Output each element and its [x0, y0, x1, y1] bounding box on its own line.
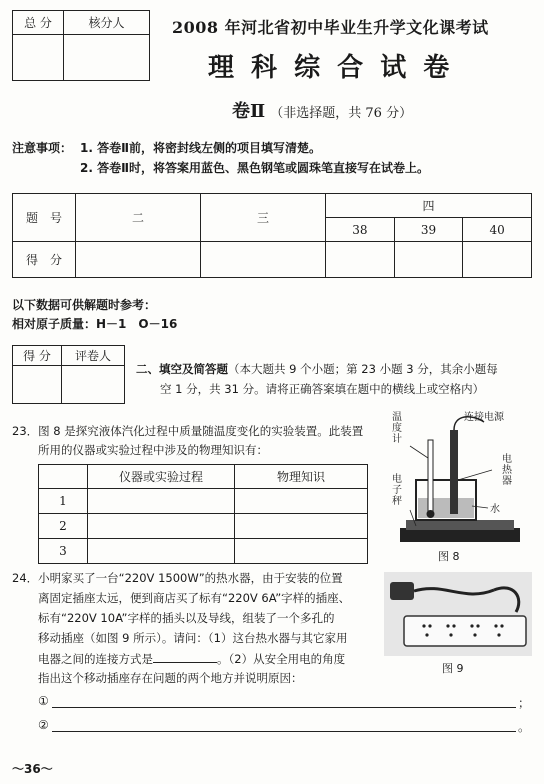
figure-9-caption: 图 9	[442, 662, 464, 675]
q23-row-number: 1	[39, 489, 88, 514]
col-q38: 38	[326, 218, 395, 242]
volume-label: 卷Ⅱ	[232, 101, 266, 122]
reference-line-1: 以下数据可供解题时参考：	[12, 298, 157, 312]
notes-item-2: 2. 答卷Ⅱ时，将答案用蓝色、黑色钢笔或圆珠笔直接写在试卷上。	[80, 161, 429, 175]
grader-box	[12, 345, 125, 404]
total-score-box	[12, 10, 150, 81]
score-cell-38[interactable]	[326, 242, 395, 278]
q24-line-6: 指出这个移动插座存在问题的两个地方并说明原因：	[38, 671, 303, 685]
col-q40: 40	[463, 218, 532, 242]
section-2-desc-1: （本大题共 9 个小题；第 23 小题 3 分，其余小题每	[228, 362, 498, 376]
reference-line-2: 相对原子质量：H－1 O－16	[12, 317, 178, 331]
notes-label: 注意事项：	[12, 141, 73, 155]
row-label-question: 题 号	[13, 194, 76, 242]
q23-row-number: 2	[39, 514, 88, 539]
volume-line	[232, 97, 412, 123]
label-power: 连接电源	[464, 412, 504, 423]
q24-answer-line-2[interactable]	[52, 731, 516, 732]
total-score-label: 总 分	[13, 11, 64, 35]
q23-answer-knowledge-3[interactable]	[235, 539, 368, 564]
q23-text-1: 23．图 8 是探究液体汽化过程中质量随温度变化的实验装置。此装置	[12, 424, 364, 438]
score-cell-3[interactable]	[201, 242, 326, 278]
score-cell-40[interactable]	[463, 242, 532, 278]
figure-8	[392, 410, 532, 563]
col-q39: 39	[394, 218, 463, 242]
row-label-score: 得 分	[13, 242, 76, 278]
figure-8-caption: 图 8	[438, 550, 460, 563]
q23-header-knowledge: 物理知识	[235, 465, 368, 489]
col-section-3: 三	[201, 194, 326, 242]
col-section-4: 四	[326, 194, 532, 218]
figure-9	[384, 572, 532, 676]
label-thermometer: 温度计	[392, 412, 402, 445]
q24-answer-blank-connection[interactable]	[153, 650, 217, 663]
q24-line-3: 标有“220V 10A”字样的插头以及导线，组装了一个多孔的	[38, 611, 335, 625]
volume-note: （非选择题，共 76 分）	[270, 106, 413, 121]
q24-line-1: 24．小明家买了一台“220V 1500W”的热水器，由于安装的位置	[12, 571, 343, 585]
q24-blank-1-end: ；	[518, 696, 531, 710]
grader-score-cell[interactable]	[13, 366, 62, 404]
section-2-desc-2: 空 1 分，共 31 分。请将正确答案填在题中的横线上或空格内）	[160, 382, 485, 396]
q23-header-index	[39, 465, 88, 489]
subject-title: 理 科 综 合 试 卷	[208, 53, 454, 83]
q24-line-5a: 电器之间的连接方式是	[38, 652, 153, 666]
label-heater: 电热器	[502, 454, 512, 487]
page-number: ～36～	[12, 762, 53, 776]
label-water: 水	[490, 504, 500, 515]
section-2-header	[136, 361, 498, 377]
q23-row-number: 3	[39, 539, 88, 564]
q23-answer-instrument-3[interactable]	[88, 539, 235, 564]
q23-text-2: 所用的仪器或实验过程中涉及的物理知识有：	[38, 443, 268, 457]
reviewer-label: 核分人	[64, 11, 150, 35]
q24-line-5	[38, 650, 345, 667]
section-2-title: 二、填空及简答题	[136, 362, 228, 376]
q24-line-4: 移动插座（如图 9 所示）。请问：（1）这台热水器与其它家用	[38, 631, 348, 645]
q23-answer-table	[38, 464, 368, 564]
col-section-2: 二	[76, 194, 201, 242]
q24-answer-line-1[interactable]	[52, 707, 516, 708]
q24-blank-1-marker: ①	[38, 694, 49, 708]
figure-9-power-strip	[384, 572, 532, 656]
q23-header-instrument: 仪器或实验过程	[88, 465, 235, 489]
q24-line-2: 离固定插座太远，便到商店买了标有“220V 6A”字样的插座、	[38, 591, 351, 605]
score-table	[12, 193, 532, 278]
score-cell-2[interactable]	[76, 242, 201, 278]
q23-answer-knowledge-2[interactable]	[235, 514, 368, 539]
q23-answer-instrument-2[interactable]	[88, 514, 235, 539]
reviewer-cell[interactable]	[64, 35, 150, 81]
q24-blank-2-marker: ②	[38, 718, 49, 732]
q23-answer-knowledge-1[interactable]	[235, 489, 368, 514]
notes-item-1: 1. 答卷Ⅱ前，将密封线左侧的项目填写清楚。	[80, 141, 321, 155]
grader-name-cell[interactable]	[62, 366, 125, 404]
total-score-cell[interactable]	[13, 35, 64, 81]
score-cell-39[interactable]	[394, 242, 463, 278]
exam-title: 2008 年河北省初中毕业生升学文化课考试	[172, 18, 489, 37]
label-scale: 电子秤	[392, 474, 402, 507]
q23-answer-instrument-1[interactable]	[88, 489, 235, 514]
grader-label: 评卷人	[62, 346, 125, 366]
grader-score-label: 得 分	[13, 346, 62, 366]
q24-blank-2-end: 。	[518, 720, 531, 734]
q24-line-5b: 。（2）从安全用电的角度	[217, 652, 346, 666]
